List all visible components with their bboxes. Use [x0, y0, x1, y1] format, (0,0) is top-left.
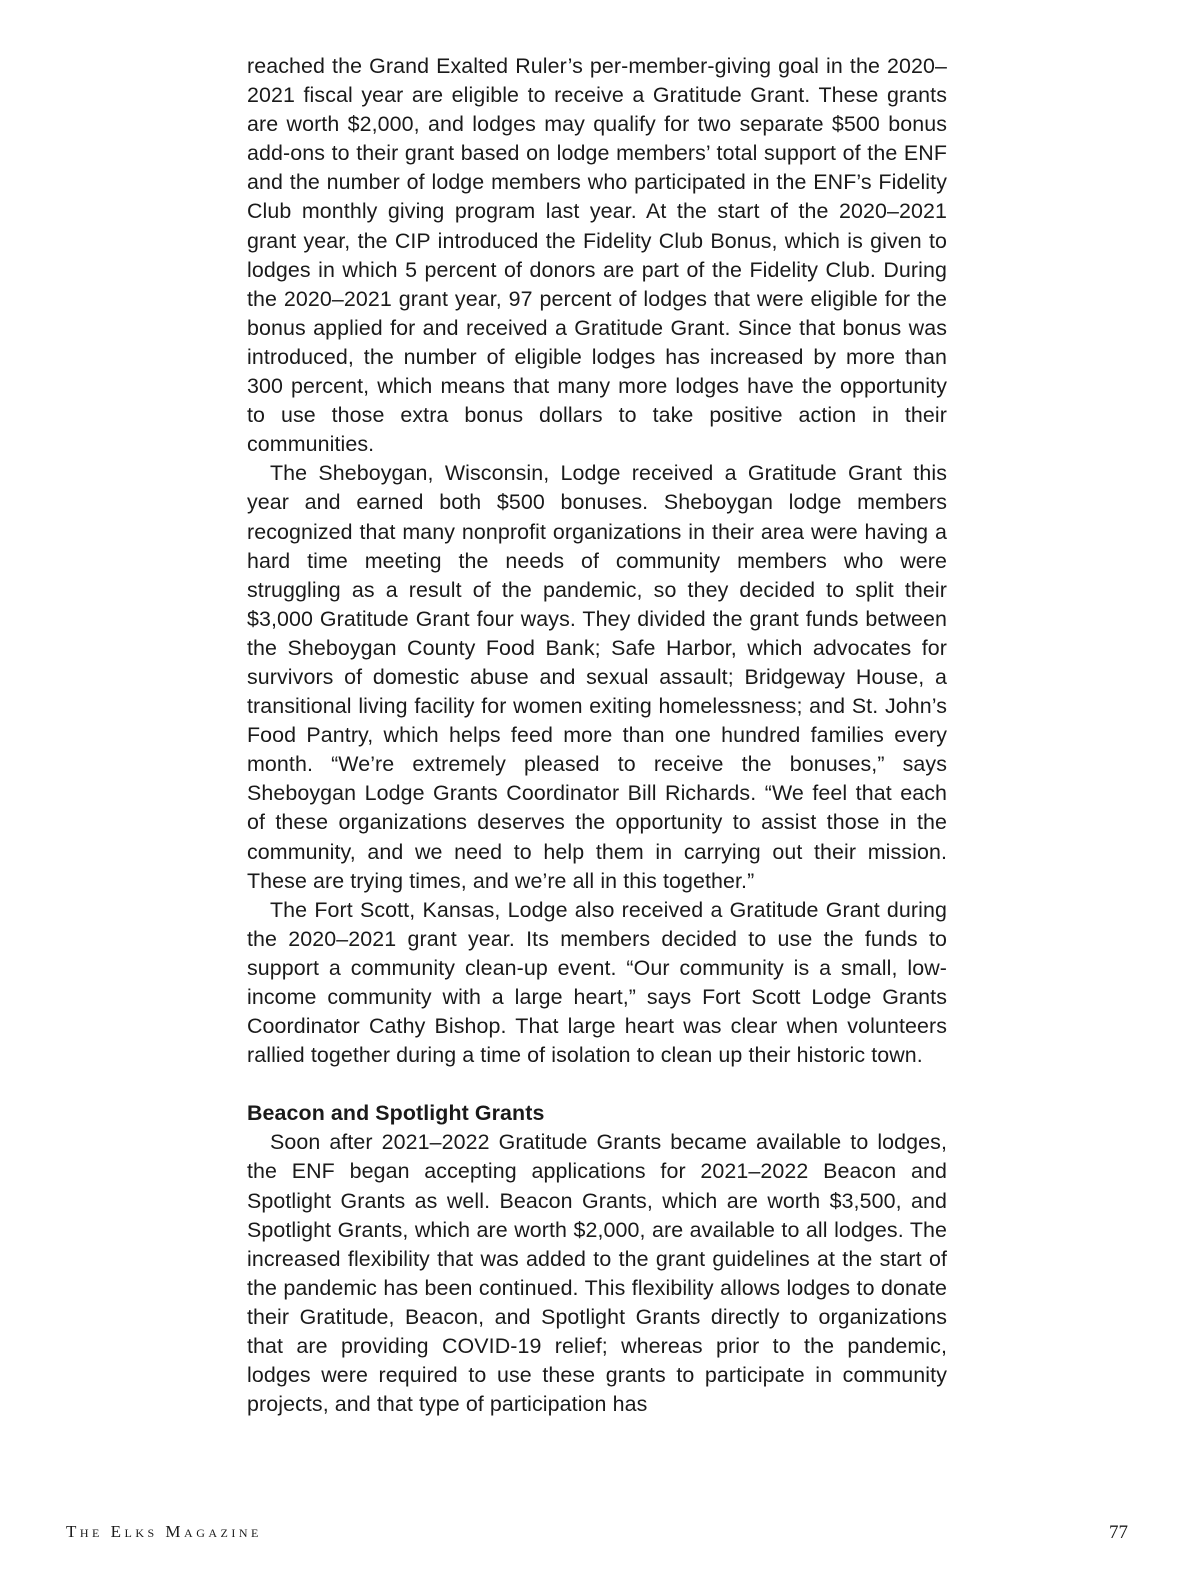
article-body: [247, 52, 947, 1419]
paragraph-gratitude-grants: reached the Grand Exalted Ruler’s per-member-giving goal in the 2020–2021 fiscal year are eligible to receive a Gratitude Grant. These grants are worth $2,000, and lodges may qualify for two separate $500 bonus add-ons to their grant based on lodge members’ total support of the ENF and the number of lodge members who participated in the ENF’s Fidelity Club monthly giving program last year. At the start of the 2020–2021 grant year, the CIP introduced the Fidelity Club Bonus, which is given to lodges in which 5 percent of donors are part of the Fidelity Club. During the 2020–2021 grant year, 97 percent of lodges that were eligible for the bonus applied for and received a Gratitude Grant. Since that bonus was introduced, the number of eligible lodges has increased by more than 300 percent, which means that many more lodges have the opportunity to use those extra bonus dollars to take positive action in their communities.: [247, 54, 947, 457]
paragraph-beacon-spotlight: Soon after 2021–2022 Gratitude Grants became available to lodges, the ENF began accepting applications for 2021–2022 Beacon and Spotlight Grants as well. Beacon Grants, which are worth $3,500, and Spotlight Grants, which are worth $2,000, are available to all lodges. The increased flexibility that was added to the grant guidelines at the start of the pandemic has been continued. This flexibility allows lodges to donate their Gratitude, Beacon, and Spotlight Grants directly to organizations that are providing COVID-19 relief; whereas prior to the pandemic, lodges were required to use these grants to participate in community projects, and that type of participation has: [247, 1130, 947, 1417]
section-heading: Beacon and Spotlight Grants: [247, 1101, 545, 1126]
paragraph-fort-scott-lodge: The Fort Scott, Kansas, Lodge also received a Gratitude Grant during the 2020–2021 grant year. Its members decided to use the funds to support a community clean-up event. “Our community is a small, low-income community with a large heart,” says Fort Scott Lodge Grants Coordinator Cathy Bishop. That large heart was clear when volunteers rallied together during a time of isolation to clean up their historic town.: [247, 897, 947, 1068]
page-number: 77: [1109, 1522, 1128, 1543]
paragraph-sheboygan-lodge: The Sheboygan, Wisconsin, Lodge received a Gratitude Grant this year and earned both $500 bonuses. Sheboygan lodge members recognized that many nonprofit organizations in their area were having a hard time meeting the needs of community members who were struggling as a result of the pandemic, so they decided to split their $3,000 Gratitude Grant four ways. They divided the grant funds between the Sheboygan County Food Bank; Safe Harbor, which advocates for survivors of domestic abuse and sexual assault; Bridgeway House, a transitional living facility for women exiting homelessness; and St. John’s Food Pantry, which helps feed more than one hundred families every month. “We’re extremely pleased to receive the bonuses,” says Sheboygan Lodge Grants Coordinator Bill Richards. “We feel that each of these organizations deserves the opportunity to assist those in the community, and we need to help them in carrying out their mission. These are trying times, and we’re all in this together.”: [247, 461, 947, 893]
magazine-name: The Elks Magazine: [66, 1522, 262, 1541]
page-footer: [66, 1522, 1128, 1552]
